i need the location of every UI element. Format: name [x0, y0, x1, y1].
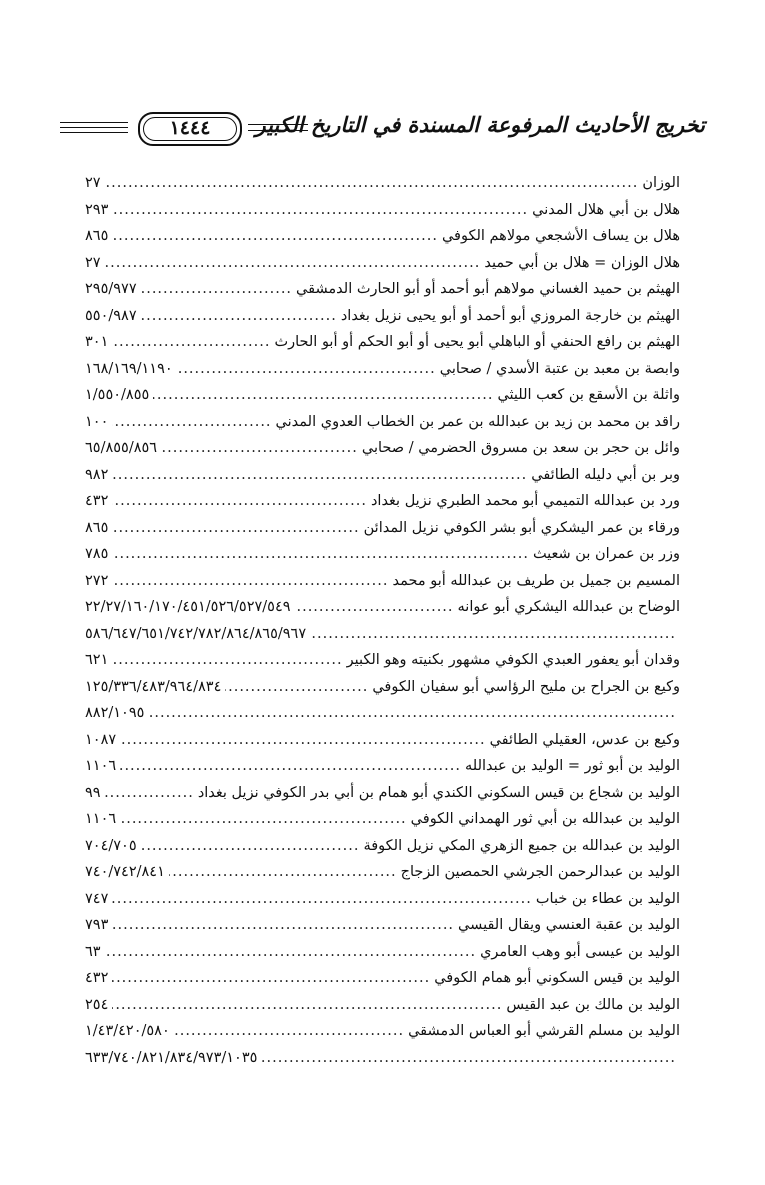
entry-name: وائل بن حجر بن سعد بن مسروق الحضرمي / صحابي [361, 440, 680, 456]
header-rule-top [60, 122, 128, 123]
entry-pages: ٢٧٢ [85, 572, 109, 589]
index-entry [85, 303, 680, 330]
entry-name: وقدان أبو يعفور العبدي الكوفي مشهور بكنيته وهو الكبير [346, 652, 680, 668]
entry-name: هلال بن أبي هلال المدني [532, 201, 680, 218]
dot-leader [112, 462, 527, 489]
entry-pages: ٤٣٢ [85, 970, 109, 986]
entry-pages: ٧٤٧ [85, 890, 109, 907]
entry-pages: ٣٠١ [85, 334, 109, 350]
entry-pages: ٥٨٦/٦٤٧/٦٥١/٧٤٢/٧٨٢/٨٦٤/٨٦٥/٩٦٧ [85, 625, 307, 642]
entry-name: الوليد بن عبدالله بن جميع الزهري المكي نزيل الكوفة [363, 837, 680, 854]
entry-pages: ١/٥٥٠/٨٥٥ [85, 387, 150, 403]
dot-leader [105, 939, 476, 966]
entry-name: الوليد بن عبدالله بن أبي ثور الهمداني الكوفي [410, 811, 680, 827]
dot-leader [141, 833, 360, 860]
entry-pages: ١٢٥/٣٣٦/٤٨٣/٩٦٤/٨٣٤ [85, 678, 222, 695]
dot-leader [112, 515, 359, 542]
entry-name: وكيع بن الجراح بن مليح الرؤاسي أبو سفيان الكوفي [372, 678, 680, 695]
index-entry [85, 1045, 680, 1072]
index-entry [85, 462, 680, 489]
entry-pages: ٦٥/٨٥٥/٨٥٦ [85, 440, 158, 456]
dot-leader [141, 276, 292, 303]
index-entry [85, 939, 680, 966]
dot-leader [112, 965, 430, 992]
entry-name: وزر بن عمران بن شعيث [532, 546, 680, 562]
page-number-badge [138, 112, 242, 146]
entry-name: واثلة بن الأسقع بن كعب الليثي [497, 387, 680, 403]
index-entry [85, 992, 680, 1019]
dot-leader [105, 170, 639, 197]
entry-name: الوزان [642, 175, 680, 191]
entry-pages: ٦٣٣/٧٤٠/٨٢١/٨٣٤/٩٧٣/١٠٣٥ [85, 1049, 258, 1066]
dot-leader [112, 488, 367, 515]
entry-pages: ٢٢/٢٧/١٦٠/١٧٠/٤٥١/٥٢٦/٥٢٧/٥٤٩ [85, 599, 291, 615]
index-entry [85, 780, 680, 807]
entry-pages: ٥٥٠/٩٨٧ [85, 307, 137, 324]
index-entry [85, 859, 680, 886]
index-entry [85, 674, 680, 701]
entry-name: الهيثم بن رافع الحنفي أو الباهلي أبو يحيى أو أبو الحكم أو أبو الحارث [274, 334, 680, 350]
entry-pages: ٢٥٤ [85, 996, 109, 1013]
entry-name: الوليد بن عبدالرحمن الجرشي الحمصين الزجاج [400, 864, 680, 880]
dot-leader [120, 806, 407, 833]
index-entry [85, 223, 680, 250]
dot-leader [120, 727, 485, 754]
index-entry [85, 647, 680, 674]
dot-leader [112, 568, 388, 595]
dot-leader [105, 780, 194, 807]
entry-pages: ٨٦٥ [85, 519, 109, 536]
index-entry [85, 621, 680, 648]
index-entry [85, 568, 680, 595]
index-entry [85, 382, 680, 409]
entry-pages: ٩٩ [85, 784, 101, 801]
entry-pages: ٦٣ [85, 943, 101, 960]
entry-name: الهيثم بن خارجة المروزي أبو أحمد أو أبو يحيى نزيل بغداد [340, 307, 680, 324]
dot-leader [295, 594, 454, 621]
dot-leader [112, 409, 271, 436]
index-list [85, 170, 680, 1071]
index-entry [85, 806, 680, 833]
entry-pages: ٢٧ [85, 175, 101, 191]
entry-name: الوليد بن عقبة العنسي ويقال القيسي [458, 917, 680, 933]
entry-name: الوليد بن شجاع بن قيس السكوني الكندي أبو همام بن أبي بدر الكوفي نزيل بغداد [197, 784, 680, 801]
index-entry [85, 435, 680, 462]
entry-name: الوليد بن عيسى أبو وهب العامري [480, 943, 680, 960]
entry-name: الوليد بن قيس السكوني أبو همام الكوفي [434, 970, 680, 986]
entry-name: الوضاح بن عبدالله اليشكري أبو عوانه [457, 599, 680, 615]
header-rule-middle [60, 127, 128, 128]
entry-pages: ٧٠٤/٧٠٥ [85, 837, 137, 854]
index-entry [85, 753, 680, 780]
running-header [60, 108, 705, 148]
index-entry [85, 329, 680, 356]
dot-leader [225, 674, 368, 701]
index-entry [85, 912, 680, 939]
page-number: ١٤٤٤ [169, 117, 211, 139]
entry-pages: ٦٢١ [85, 652, 109, 668]
entry-pages: ٢٧ [85, 254, 101, 271]
index-entry [85, 488, 680, 515]
dot-leader [112, 197, 528, 224]
dot-leader [141, 303, 337, 330]
entry-name: الوليد بن مالك بن عبد القيس [506, 996, 680, 1013]
dot-leader [148, 700, 676, 727]
entry-name: ورد بن عبدالله التميمي أبو محمد الطبري نزيل بغداد [370, 493, 680, 509]
index-entry [85, 409, 680, 436]
index-entry [85, 886, 680, 913]
entry-name: وبر بن أبي دليله الطائفي [531, 466, 680, 483]
entry-pages: ٧٤٠/٧٤٢/٨٤١ [85, 864, 165, 880]
dot-leader [161, 435, 358, 462]
dot-leader [169, 859, 397, 886]
entry-pages: ١١٠٦ [85, 758, 117, 774]
index-entry [85, 965, 680, 992]
entry-pages: ١٦٨/١٦٩/١١٩٠ [85, 360, 173, 377]
dot-leader [112, 223, 438, 250]
index-entry [85, 1018, 680, 1045]
entry-pages: ١/٤٣/٤٢٠/٥٨٠ [85, 1023, 170, 1039]
dot-leader [112, 992, 502, 1019]
dot-leader [105, 250, 481, 277]
entry-name: الوليد بن مسلم القرشي أبو العباس الدمشقي [408, 1023, 680, 1039]
dot-leader [120, 753, 461, 780]
index-entry [85, 515, 680, 542]
entry-pages: ٤٣٢ [85, 493, 109, 509]
entry-pages: ٢٩٣ [85, 201, 109, 218]
dot-leader [112, 541, 529, 568]
entry-pages: ١١٠٦ [85, 811, 117, 827]
index-entry [85, 833, 680, 860]
dot-leader [112, 329, 270, 356]
index-entry [85, 170, 680, 197]
entry-pages: ٩٨٢ [85, 466, 109, 483]
dot-leader [177, 356, 436, 383]
index-entry [85, 541, 680, 568]
entry-name: المسيم بن جميل بن طريف بن عبدالله أبو محمد [392, 572, 680, 589]
entry-pages: ٨٦٥ [85, 228, 109, 244]
index-entry [85, 250, 680, 277]
dot-leader [112, 647, 342, 674]
index-entry [85, 727, 680, 754]
index-entry [85, 356, 680, 383]
index-entry [85, 594, 680, 621]
entry-name: وابصة بن معبد بن عتبة الأسدي / صحابي [439, 360, 680, 377]
dot-leader [310, 621, 676, 648]
book-title: تخريج الأحاديث المرفوعة المسندة في التاريخ الكبير [255, 112, 705, 137]
entry-pages: ٢٩٥/٩٧٧ [85, 281, 137, 297]
entry-pages: ٧٩٣ [85, 917, 109, 933]
index-entry [85, 700, 680, 727]
index-entry [85, 276, 680, 303]
entry-pages: ١٠٠ [85, 413, 109, 430]
dot-leader [153, 382, 493, 409]
index-entry [85, 197, 680, 224]
entry-pages: ١٠٨٧ [85, 731, 117, 748]
entry-name: الوليد بن عطاء بن خباب [535, 890, 680, 907]
entry-name: الوليد بن أبو ثور = الوليد بن عبدالله [465, 758, 680, 774]
entry-name: هلال بن يساف الأشجعي مولاهم الكوفي [441, 228, 680, 244]
entry-name: راقد بن محمد بن زيد بن عبدالله بن عمر بن الخطاب العدوي المدني [275, 413, 680, 430]
entry-pages: ٨٨٢/١٠٩٥ [85, 705, 145, 721]
entry-name: الهيثم بن حميد الغساني مولاهم أبو أحمد أو أبو الحارث الدمشقي [296, 281, 680, 297]
dot-leader [261, 1045, 676, 1072]
dot-leader [112, 886, 532, 913]
header-rule-bottom [60, 132, 128, 133]
entry-name: وكيع بن عدس، العقيلي الطائفي [489, 731, 680, 748]
dot-leader [174, 1018, 404, 1045]
entry-pages: ٧٨٥ [85, 546, 109, 562]
entry-name: هلال الوزان = هلال بن أبي حميد [484, 254, 680, 271]
dot-leader [112, 912, 454, 939]
entry-name: ورقاء بن عمر اليشكري أبو بشر الكوفي نزيل المدائن [363, 519, 680, 536]
